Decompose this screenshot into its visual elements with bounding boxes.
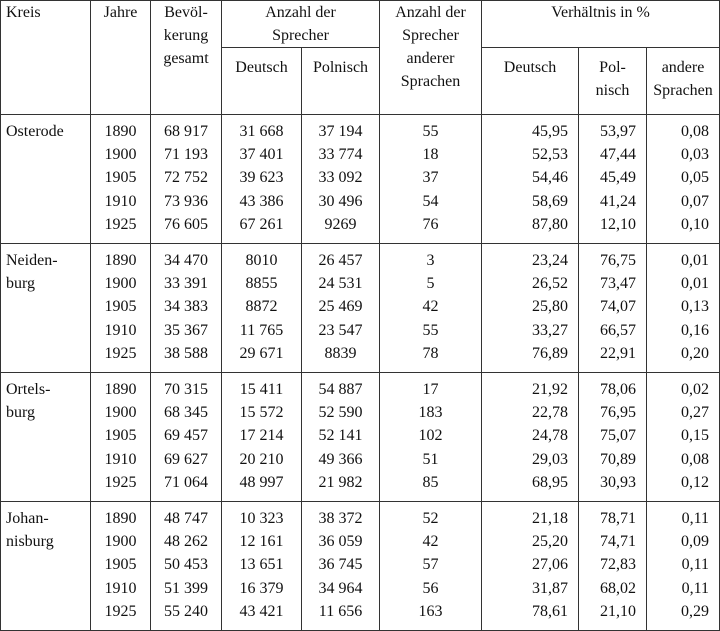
table-value: 3 [426,252,435,269]
table-value: 8010 [245,252,278,269]
table-value: 78,06 [600,381,637,398]
table-value: 69 627 [164,450,208,468]
table-value: 51 [422,450,439,468]
table-value: 11 656 [318,602,363,620]
table-value: 49 366 [318,450,363,468]
table-value: 37 401 [239,146,284,164]
table-value: 54 887 [318,381,363,398]
table-value: 38 588 [164,344,208,362]
table-value: 48 997 [239,473,284,491]
table-value: 0,11 [681,579,710,597]
table-value: 24,78 [532,427,569,445]
table-value: 163 [418,602,443,620]
table-value: 25,80 [532,298,569,316]
district-name-line: Johan- [6,510,49,527]
table-value: 0,08 [681,450,710,468]
table-value: 70,89 [600,450,637,468]
table-value: 72 752 [164,169,208,187]
table-value: 1925 [104,473,137,491]
district-name-line: nisburg [6,533,54,551]
table-value: 0,29 [681,602,710,620]
table-value: 0,16 [681,321,710,339]
other-speakers-cell [380,115,482,244]
table-value: 42 [422,533,439,551]
table-value: 71 193 [164,146,208,164]
table-value: 1910 [104,450,137,468]
polish-percent-cell [579,244,647,373]
header-jahre: Jahre [91,1,151,115]
table-value: 52 141 [318,427,363,445]
district-name-line: burg [6,404,36,422]
table-value: 52,53 [532,146,569,164]
table-value: 1890 [104,510,137,527]
table-value: 21 982 [318,473,363,491]
table-value: 8872 [245,298,278,316]
district-name-cell [1,244,91,373]
table-value: 11 765 [239,321,284,339]
german-percent-cell [482,115,579,244]
table-value: 12 161 [239,533,284,551]
table-value: 36 059 [318,533,363,551]
table-value: 58,69 [532,192,569,210]
table-value: 10 323 [239,510,284,527]
table-value: 35 367 [164,321,208,339]
german-speakers-cell [222,373,302,502]
table-value: 51 399 [164,579,208,597]
header-row-1 [1,1,720,48]
polish-percent-cell [579,115,647,244]
table-value: 5 [426,275,435,293]
table-value: 74,07 [600,298,637,316]
table-value: 26 457 [318,252,363,269]
year-cell [91,373,151,502]
table-value: 8839 [324,344,357,362]
table-value: 1890 [104,381,137,398]
table-value: 1890 [104,252,137,269]
table-value: 68,02 [600,579,637,597]
table-value: 39 623 [239,169,284,187]
polish-percent-cell [579,373,647,502]
table-value: 23,24 [532,252,569,269]
table-value: 1905 [104,427,137,445]
table-value: 0,27 [681,404,710,422]
table-value: 1900 [104,404,137,422]
table-value: 76,89 [532,344,569,362]
header-anzahl-andere: Anzahl der Sprecher anderer Sprachen [380,1,482,115]
table-value: 12,10 [600,215,637,233]
table-value: 76,95 [600,404,637,422]
table-value: 23 547 [318,321,363,339]
table-value: 78 [422,344,439,362]
header-deutsch: Deutsch [222,48,302,115]
district-row [1,244,720,373]
table-value: 30 496 [318,192,363,210]
header-pct-deutsch: Deutsch [482,48,579,115]
table-value: 17 214 [239,427,284,445]
population-cell [151,244,222,373]
table-value: 22,78 [532,404,569,422]
polish-speakers-cell [302,502,380,631]
table-value: 0,07 [681,192,710,210]
table-value: 1925 [104,344,137,362]
table-value: 29 671 [239,344,284,362]
table-value: 20 210 [239,450,284,468]
table-value: 78,71 [600,510,637,527]
table-value: 73 936 [164,192,208,210]
table-value: 41,24 [600,192,637,210]
table-value: 47,44 [600,146,637,164]
table-value: 70 315 [164,381,208,398]
header-polnisch: Polnisch [302,48,380,115]
district-name-cell [1,373,91,502]
district-row [1,115,720,244]
table-value: 17 [422,381,439,398]
table-value: 18 [422,146,439,164]
table-value: 0,11 [681,510,710,527]
table-value: 34 383 [164,298,208,316]
table-value: 55 [422,123,439,140]
table-value: 33 774 [318,146,363,164]
table-value: 45,95 [532,123,569,140]
district-name-line: Ortels- [6,381,51,398]
table-value: 74,71 [600,533,637,551]
table-value: 76 [422,215,439,233]
table-value: 42 [422,298,439,316]
german-speakers-cell [222,115,302,244]
table-value: 34 470 [164,252,208,269]
table-value: 1905 [104,556,137,574]
header-pct-andere: andere Sprachen [647,48,720,115]
other-percent-cell [647,115,720,244]
table-value: 21,10 [600,602,637,620]
header-kreis: Kreis [1,1,91,115]
other-speakers-cell [380,244,482,373]
header-anzahl-sprecher: Anzahl der Sprecher [222,1,380,48]
table-value: 48 747 [164,510,208,527]
table-value: 55 240 [164,602,208,620]
table-value: 0,13 [681,298,710,316]
table-value: 21,18 [532,510,569,527]
table-value: 52 [422,510,439,527]
german-percent-cell [482,244,579,373]
table-value: 0,01 [681,252,710,269]
table-value: 0,20 [681,344,710,362]
year-cell [91,244,151,373]
population-cell [151,373,222,502]
table-value: 75,07 [600,427,637,445]
table-value: 1900 [104,533,137,551]
table-value: 0,12 [681,473,710,491]
table-value: 50 453 [164,556,208,574]
district-name-cell [1,115,91,244]
table-value: 0,05 [681,169,710,187]
table-value: 1910 [104,192,137,210]
table-value: 69 457 [164,427,208,445]
table-value: 0,15 [681,427,710,445]
other-percent-cell [647,244,720,373]
german-speakers-cell [222,502,302,631]
table-value: 183 [418,404,443,422]
table-value: 85 [422,473,439,491]
table-value: 25 469 [318,298,363,316]
other-speakers-cell [380,502,482,631]
table-value: 1905 [104,169,137,187]
table-value: 1925 [104,215,137,233]
table-value: 1905 [104,298,137,316]
table-value: 48 262 [164,533,208,551]
table-value: 56 [422,579,439,597]
table-value: 43 421 [239,602,284,620]
table-value: 67 261 [239,215,284,233]
table-value: 66,57 [600,321,637,339]
table-value: 0,08 [681,123,710,140]
table-value: 54 [422,192,439,210]
german-percent-cell [482,373,579,502]
table-value: 1910 [104,579,137,597]
table-value: 76 605 [164,215,208,233]
district-name-line: Osterode [6,123,64,140]
district-row [1,373,720,502]
polish-percent-cell [579,502,647,631]
table-value: 27,06 [532,556,569,574]
table-value: 34 964 [318,579,363,597]
other-percent-cell [647,373,720,502]
table-value: 54,46 [532,169,569,187]
population-cell [151,502,222,631]
table-value: 13 651 [239,556,284,574]
polish-speakers-cell [302,115,380,244]
table-value: 87,80 [532,215,569,233]
table-value: 68 917 [164,123,208,140]
population-cell [151,115,222,244]
table-value: 78,61 [532,602,569,620]
other-speakers-cell [380,373,482,502]
table-value: 1910 [104,321,137,339]
polish-speakers-cell [302,244,380,373]
table-value: 1900 [104,275,137,293]
table-value: 30,93 [600,473,637,491]
table-value: 53,97 [600,123,637,140]
table-value: 26,52 [532,275,569,293]
table-value: 1890 [104,123,137,140]
table-value: 52 590 [318,404,363,422]
table-value: 33 092 [318,169,363,187]
table-value: 1925 [104,602,137,620]
table-value: 33 391 [164,275,208,293]
year-cell [91,115,151,244]
table-value: 102 [418,427,443,445]
table-value: 57 [422,556,439,574]
other-percent-cell [647,502,720,631]
table-value: 72,83 [600,556,637,574]
table-value: 0,09 [681,533,710,551]
table-value: 1900 [104,146,137,164]
district-name-line: Neiden- [6,252,58,269]
district-name-cell [1,502,91,631]
table-value: 33,27 [532,321,569,339]
table-value: 37 194 [318,123,363,140]
table-value: 24 531 [318,275,363,293]
district-row [1,502,720,631]
table-value: 9269 [324,215,357,233]
year-cell [91,502,151,631]
table-value: 0,11 [681,556,710,574]
table-value: 38 372 [318,510,363,527]
table-value: 71 064 [164,473,208,491]
table-value: 43 386 [239,192,284,210]
polish-speakers-cell [302,373,380,502]
table-value: 15 411 [239,381,284,398]
table-value: 0,10 [681,215,710,233]
german-percent-cell [482,502,579,631]
table-value: 21,92 [532,381,569,398]
table-value: 36 745 [318,556,363,574]
table-value: 45,49 [600,169,637,187]
table-value: 0,03 [681,146,710,164]
table-value: 0,01 [681,275,710,293]
table-value: 25,20 [532,533,569,551]
table-value: 16 379 [239,579,284,597]
table-value: 76,75 [600,252,637,269]
table-value: 37 [422,169,439,187]
header-pct-polnisch: Pol- nisch [579,48,647,115]
district-name-line: burg [6,275,36,293]
table-value: 29,03 [532,450,569,468]
table-value: 68,95 [532,473,569,491]
table-value: 8855 [245,275,278,293]
table-value: 0,02 [681,381,710,398]
header-verhaeltnis: Verhältnis in % [482,1,720,48]
table-value: 55 [422,321,439,339]
german-speakers-cell [222,244,302,373]
table-value: 15 572 [239,404,284,422]
table-value: 22,91 [600,344,637,362]
table-value: 68 345 [164,404,208,422]
table-value: 31 668 [239,123,284,140]
table-value: 73,47 [600,275,637,293]
table-value: 31,87 [532,579,569,597]
header-bevoelkerung: Bevöl- kerung gesamt [151,1,222,115]
